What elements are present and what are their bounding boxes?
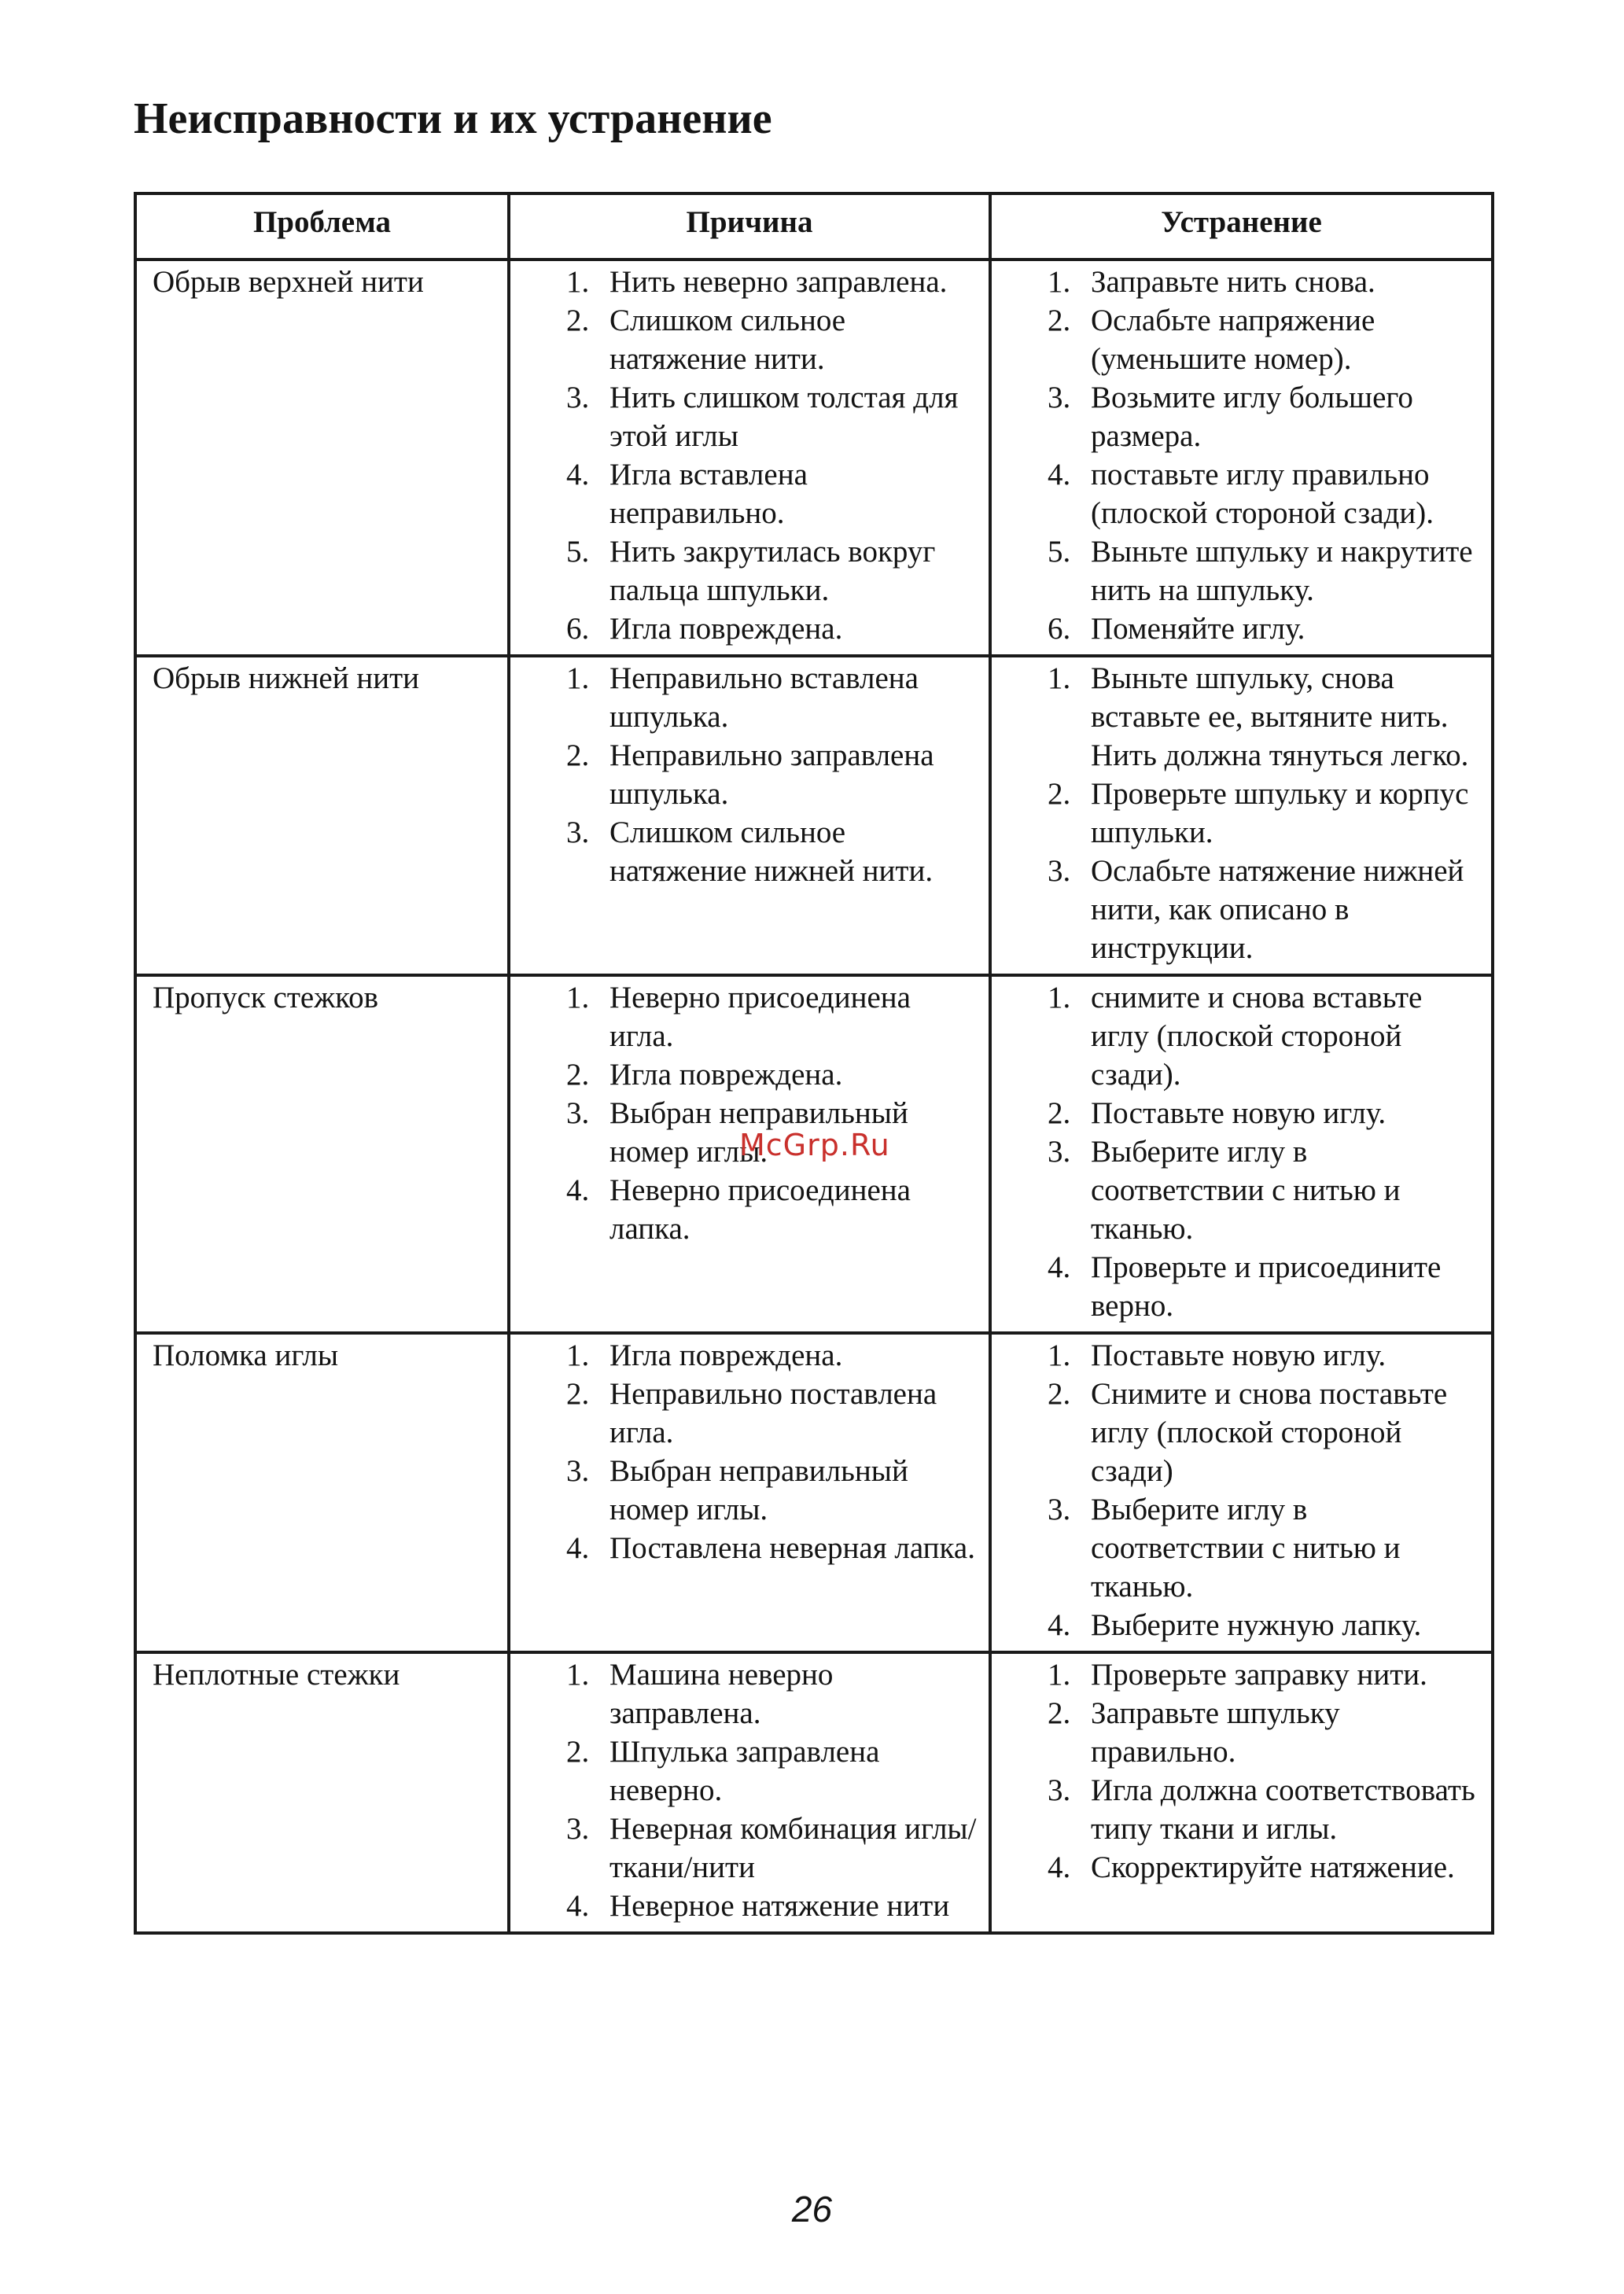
- cause-list: [518, 1654, 981, 1925]
- table-row: [135, 260, 1493, 656]
- cause-list: [518, 261, 981, 648]
- cause-list: [518, 977, 981, 1248]
- cause-list-item: 2. Игла повреждена.: [597, 1055, 981, 1094]
- fix-list: [1000, 261, 1483, 648]
- fix-list-item: 2. Поставьте новую иглу.: [1078, 1094, 1483, 1132]
- fix-list-item: 3. Выберите иглу в соответствии с нитью и тканью.: [1078, 1132, 1483, 1248]
- watermark: McGrp.Ru: [739, 1128, 890, 1162]
- fix-cell: [990, 1652, 1493, 1933]
- fix-list-item: 3. Возьмите иглу большего размера.: [1078, 378, 1483, 455]
- fix-list-item: 1. Выньте шпульку, снова вставьте ее, вытяните нить. Нить должна тянуться легко.: [1078, 659, 1483, 775]
- problem-cell: Обрыв верхней нити: [135, 260, 509, 656]
- fix-list-item: 2. Заправьте шпульку правильно.: [1078, 1694, 1483, 1771]
- fix-list: [1000, 1654, 1483, 1887]
- fix-list: [1000, 1335, 1483, 1644]
- cause-list-item: 4. Неверно присоединена лапка.: [597, 1171, 981, 1248]
- problem-cell: Пропуск стежков: [135, 975, 509, 1333]
- cause-list-item: 4. Поставлена неверная лапка.: [597, 1529, 981, 1567]
- cause-list-item: 4. Неверное натяжение нити: [597, 1887, 981, 1925]
- table-body: [135, 260, 1493, 1933]
- problem-cell: Неплотные стежки: [135, 1652, 509, 1933]
- cause-cell: [509, 1652, 990, 1933]
- table-header-row: [135, 193, 1493, 260]
- cause-list: [518, 1335, 981, 1567]
- troubleshooting-table: [134, 192, 1494, 1935]
- cause-cell: [509, 656, 990, 975]
- cause-list-item: 1. Неправильно вставлена шпулька.: [597, 659, 981, 736]
- cause-list-item: 6. Игла повреждена.: [597, 609, 981, 648]
- table-row: [135, 656, 1493, 975]
- fix-list-item: 4. Проверьте и присоедините верно.: [1078, 1248, 1483, 1325]
- fix-list-item: 4. Скорректируйте натяжение.: [1078, 1848, 1483, 1887]
- fix-list-item: 2. Ослабьте напряжение (уменьшите номер).: [1078, 301, 1483, 378]
- cause-list-item: 3. Выбран неправильный номер иглы.: [597, 1094, 981, 1171]
- cause-cell: [509, 1333, 990, 1652]
- page-number: 26: [791, 2189, 833, 2230]
- fix-list-item: 3. Игла должна соответствовать типу ткани и иглы.: [1078, 1771, 1483, 1848]
- cause-cell: [509, 260, 990, 656]
- fix-list-item: 3. Выберите иглу в соответствии с нитью и тканью.: [1078, 1490, 1483, 1606]
- table-row: [135, 1652, 1493, 1933]
- cause-list-item: 4. Игла вставлена неправильно.: [597, 455, 981, 532]
- cause-list-item: 1. Машина неверно заправлена.: [597, 1655, 981, 1732]
- cause-list-item: 2. Шпулька заправлена неверно.: [597, 1732, 981, 1810]
- cause-list-item: 1. Игла повреждена.: [597, 1336, 981, 1375]
- fix-list-item: 6. Поменяйте иглу.: [1078, 609, 1483, 648]
- table-row: [135, 1333, 1493, 1652]
- cause-list-item: 2. Слишком сильное натяжение нити.: [597, 301, 981, 378]
- fix-list-item: 1. Заправьте нить снова.: [1078, 263, 1483, 301]
- header-cause: Причина: [509, 193, 990, 260]
- fix-list-item: 2. Снимите и снова поставьте иглу (плоской стороной сзади): [1078, 1375, 1483, 1490]
- cause-list: [518, 657, 981, 890]
- cause-list-item: 1. Нить неверно заправлена.: [597, 263, 981, 301]
- fix-list-item: 1. Поставьте новую иглу.: [1078, 1336, 1483, 1375]
- cause-list-item: 3. Неверная комбинация иглы/ткани/нити: [597, 1810, 981, 1887]
- fix-list-item: 5. Выньте шпульку и накрутите нить на шпульку.: [1078, 532, 1483, 609]
- cause-list-item: 5. Нить закрутилась вокруг пальца шпульки.: [597, 532, 981, 609]
- cause-list-item: 3. Выбран неправильный номер иглы.: [597, 1452, 981, 1529]
- cause-list-item: 3. Слишком сильное натяжение нижней нити.: [597, 813, 981, 890]
- fix-list-item: 4. Выберите нужную лапку.: [1078, 1606, 1483, 1644]
- fix-list: [1000, 657, 1483, 967]
- problem-cell: Обрыв нижней нити: [135, 656, 509, 975]
- fix-list-item: 1. снимите и снова вставьте иглу (плоской стороной сзади).: [1078, 978, 1483, 1094]
- fix-cell: [990, 1333, 1493, 1652]
- fix-list-item: 2. Проверьте шпульку и корпус шпульки.: [1078, 775, 1483, 852]
- cause-list-item: 3. Нить слишком толстая для этой иглы: [597, 378, 981, 455]
- cause-list-item: 2. Неправильно поставлена игла.: [597, 1375, 981, 1452]
- fix-list-item: 3. Ослабьте натяжение нижней нити, как описано в инструкции.: [1078, 852, 1483, 967]
- fix-list: [1000, 977, 1483, 1325]
- cause-list-item: 1. Неверно присоединена игла.: [597, 978, 981, 1055]
- header-problem: Проблема: [135, 193, 509, 260]
- fix-list-item: 4. поставьте иглу правильно (плоской стороной сзади).: [1078, 455, 1483, 532]
- fix-cell: [990, 656, 1493, 975]
- fix-cell: [990, 975, 1493, 1333]
- fix-cell: [990, 260, 1493, 656]
- page-title: Неисправности и их устранение: [134, 94, 772, 143]
- header-fix: Устранение: [990, 193, 1493, 260]
- troubleshooting-table-container: [134, 192, 1491, 1935]
- cause-list-item: 2. Неправильно заправлена шпулька.: [597, 736, 981, 813]
- fix-list-item: 1. Проверьте заправку нити.: [1078, 1655, 1483, 1694]
- problem-cell: Поломка иглы: [135, 1333, 509, 1652]
